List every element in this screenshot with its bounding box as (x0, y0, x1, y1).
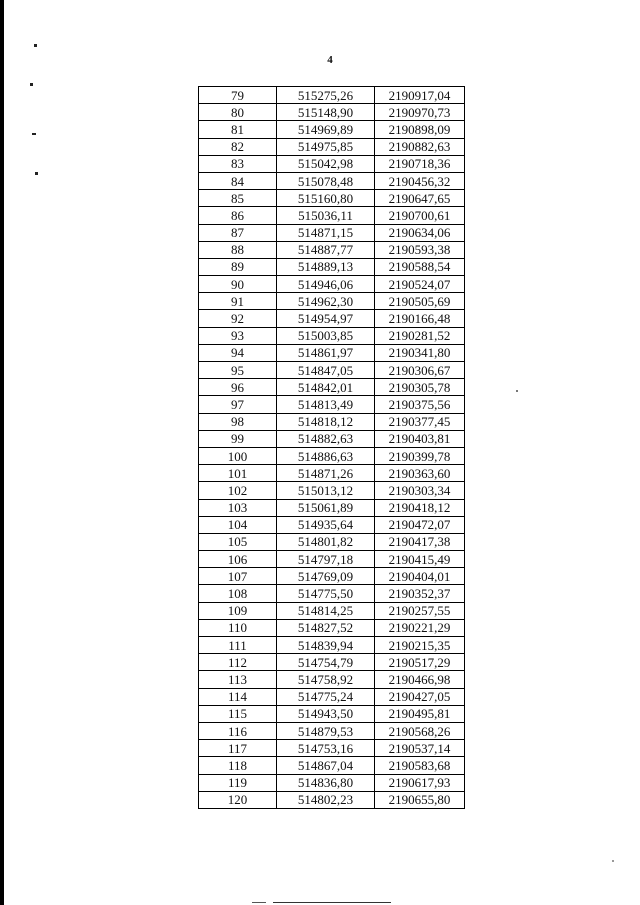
x-coordinate-cell: 514861,97 (277, 344, 375, 361)
x-coordinate-cell: 514871,15 (277, 224, 375, 241)
point-number-cell: 116 (199, 722, 277, 739)
footer-tick (252, 902, 266, 903)
x-coordinate-cell: 514879,53 (277, 722, 375, 739)
table-row (199, 276, 465, 293)
table-row (199, 705, 465, 722)
point-number-cell: 98 (199, 413, 277, 430)
x-coordinate-cell: 514975,85 (277, 138, 375, 155)
y-coordinate-cell: 2190215,35 (375, 637, 465, 654)
y-coordinate-cell: 2190363,60 (375, 465, 465, 482)
x-coordinate-cell: 515061,89 (277, 499, 375, 516)
scan-speck (34, 44, 37, 47)
coordinates-table (198, 86, 465, 809)
table-row (199, 447, 465, 464)
table-row (199, 465, 465, 482)
point-number-cell: 100 (199, 447, 277, 464)
point-number-cell: 82 (199, 138, 277, 155)
x-coordinate-cell: 514946,06 (277, 276, 375, 293)
table-row (199, 396, 465, 413)
point-number-cell: 103 (199, 499, 277, 516)
y-coordinate-cell: 2190537,14 (375, 740, 465, 757)
y-coordinate-cell: 2190588,54 (375, 258, 465, 275)
y-coordinate-cell: 2190352,37 (375, 585, 465, 602)
table-row (199, 774, 465, 791)
y-coordinate-cell: 2190281,52 (375, 327, 465, 344)
y-coordinate-cell: 2190617,93 (375, 774, 465, 791)
x-coordinate-cell: 514871,26 (277, 465, 375, 482)
y-coordinate-cell: 2190415,49 (375, 551, 465, 568)
point-number-cell: 83 (199, 155, 277, 172)
x-coordinate-cell: 515013,12 (277, 482, 375, 499)
point-number-cell: 85 (199, 190, 277, 207)
point-number-cell: 79 (199, 87, 277, 104)
x-coordinate-cell: 515275,26 (277, 87, 375, 104)
table-row (199, 671, 465, 688)
table-row (199, 551, 465, 568)
y-coordinate-cell: 2190305,78 (375, 379, 465, 396)
point-number-cell: 108 (199, 585, 277, 602)
y-coordinate-cell: 2190375,56 (375, 396, 465, 413)
y-coordinate-cell: 2190472,07 (375, 516, 465, 533)
y-coordinate-cell: 2190517,29 (375, 654, 465, 671)
point-number-cell: 119 (199, 774, 277, 791)
y-coordinate-cell: 2190568,26 (375, 722, 465, 739)
scan-speck (612, 860, 614, 862)
x-coordinate-cell: 514827,52 (277, 619, 375, 636)
x-coordinate-cell: 514882,63 (277, 430, 375, 447)
x-coordinate-cell: 514867,04 (277, 757, 375, 774)
table-row (199, 430, 465, 447)
point-number-cell: 104 (199, 516, 277, 533)
y-coordinate-cell: 2190634,06 (375, 224, 465, 241)
point-number-cell: 107 (199, 568, 277, 585)
y-coordinate-cell: 2190882,63 (375, 138, 465, 155)
y-coordinate-cell: 2190417,38 (375, 533, 465, 550)
point-number-cell: 81 (199, 121, 277, 138)
y-coordinate-cell: 2190583,68 (375, 757, 465, 774)
y-coordinate-cell: 2190898,09 (375, 121, 465, 138)
y-coordinate-cell: 2190403,81 (375, 430, 465, 447)
scan-speck (30, 83, 33, 86)
x-coordinate-cell: 514802,23 (277, 791, 375, 808)
x-coordinate-cell: 514818,12 (277, 413, 375, 430)
table-row (199, 293, 465, 310)
table-row (199, 568, 465, 585)
point-number-cell: 112 (199, 654, 277, 671)
point-number-cell: 118 (199, 757, 277, 774)
x-coordinate-cell: 515003,85 (277, 327, 375, 344)
table-row (199, 104, 465, 121)
point-number-cell: 117 (199, 740, 277, 757)
table-row (199, 413, 465, 430)
point-number-cell: 120 (199, 791, 277, 808)
point-number-cell: 87 (199, 224, 277, 241)
y-coordinate-cell: 2190970,73 (375, 104, 465, 121)
table-row (199, 155, 465, 172)
point-number-cell: 80 (199, 104, 277, 121)
y-coordinate-cell: 2190306,67 (375, 362, 465, 379)
footer-rule (273, 902, 391, 903)
point-number-cell: 86 (199, 207, 277, 224)
y-coordinate-cell: 2190377,45 (375, 413, 465, 430)
y-coordinate-cell: 2190418,12 (375, 499, 465, 516)
x-coordinate-cell: 514889,13 (277, 258, 375, 275)
x-coordinate-cell: 514801,82 (277, 533, 375, 550)
y-coordinate-cell: 2190303,34 (375, 482, 465, 499)
x-coordinate-cell: 514886,63 (277, 447, 375, 464)
table-row (199, 362, 465, 379)
x-coordinate-cell: 514758,92 (277, 671, 375, 688)
point-number-cell: 96 (199, 379, 277, 396)
table-row (199, 533, 465, 550)
y-coordinate-cell: 2190524,07 (375, 276, 465, 293)
point-number-cell: 105 (199, 533, 277, 550)
point-number-cell: 109 (199, 602, 277, 619)
x-coordinate-cell: 515042,98 (277, 155, 375, 172)
x-coordinate-cell: 514797,18 (277, 551, 375, 568)
x-coordinate-cell: 515160,80 (277, 190, 375, 207)
x-coordinate-cell: 514847,05 (277, 362, 375, 379)
point-number-cell: 90 (199, 276, 277, 293)
x-coordinate-cell: 514753,16 (277, 740, 375, 757)
y-coordinate-cell: 2190718,36 (375, 155, 465, 172)
scan-speck (516, 390, 518, 392)
point-number-cell: 114 (199, 688, 277, 705)
scan-speck (32, 133, 36, 135)
table-row (199, 722, 465, 739)
x-coordinate-cell: 514813,49 (277, 396, 375, 413)
scan-speck (35, 172, 38, 175)
point-number-cell: 94 (199, 344, 277, 361)
y-coordinate-cell: 2190341,80 (375, 344, 465, 361)
table-row (199, 379, 465, 396)
x-coordinate-cell: 514954,97 (277, 310, 375, 327)
x-coordinate-cell: 515078,48 (277, 172, 375, 189)
y-coordinate-cell: 2190647,65 (375, 190, 465, 207)
table-row (199, 499, 465, 516)
table-row (199, 172, 465, 189)
point-number-cell: 97 (199, 396, 277, 413)
point-number-cell: 110 (199, 619, 277, 636)
x-coordinate-cell: 514754,79 (277, 654, 375, 671)
point-number-cell: 88 (199, 241, 277, 258)
point-number-cell: 99 (199, 430, 277, 447)
table-row (199, 637, 465, 654)
point-number-cell: 113 (199, 671, 277, 688)
x-coordinate-cell: 514969,89 (277, 121, 375, 138)
page-number: 4 (327, 54, 333, 66)
table-row (199, 688, 465, 705)
table-row (199, 327, 465, 344)
point-number-cell: 91 (199, 293, 277, 310)
y-coordinate-cell: 2190456,32 (375, 172, 465, 189)
table-row (199, 241, 465, 258)
point-number-cell: 92 (199, 310, 277, 327)
point-number-cell: 115 (199, 705, 277, 722)
scan-left-edge (0, 0, 4, 905)
point-number-cell: 93 (199, 327, 277, 344)
table-row (199, 87, 465, 104)
x-coordinate-cell: 514775,50 (277, 585, 375, 602)
point-number-cell: 111 (199, 637, 277, 654)
x-coordinate-cell: 514887,77 (277, 241, 375, 258)
table-row (199, 585, 465, 602)
y-coordinate-cell: 2190404,01 (375, 568, 465, 585)
table-row (199, 516, 465, 533)
y-coordinate-cell: 2190399,78 (375, 447, 465, 464)
table-row (199, 207, 465, 224)
table-row (199, 740, 465, 757)
table-row (199, 258, 465, 275)
y-coordinate-cell: 2190700,61 (375, 207, 465, 224)
table-row (199, 310, 465, 327)
table-row (199, 138, 465, 155)
y-coordinate-cell: 2190166,48 (375, 310, 465, 327)
table-row (199, 190, 465, 207)
table-row (199, 344, 465, 361)
x-coordinate-cell: 514935,64 (277, 516, 375, 533)
x-coordinate-cell: 514814,25 (277, 602, 375, 619)
point-number-cell: 102 (199, 482, 277, 499)
table-row (199, 791, 465, 808)
x-coordinate-cell: 514769,09 (277, 568, 375, 585)
point-number-cell: 84 (199, 172, 277, 189)
y-coordinate-cell: 2190466,98 (375, 671, 465, 688)
y-coordinate-cell: 2190917,04 (375, 87, 465, 104)
point-number-cell: 89 (199, 258, 277, 275)
x-coordinate-cell: 514836,80 (277, 774, 375, 791)
table-row (199, 121, 465, 138)
x-coordinate-cell: 514775,24 (277, 688, 375, 705)
y-coordinate-cell: 2190427,05 (375, 688, 465, 705)
y-coordinate-cell: 2190221,29 (375, 619, 465, 636)
x-coordinate-cell: 514842,01 (277, 379, 375, 396)
x-coordinate-cell: 514962,30 (277, 293, 375, 310)
y-coordinate-cell: 2190257,55 (375, 602, 465, 619)
point-number-cell: 106 (199, 551, 277, 568)
table-row (199, 619, 465, 636)
x-coordinate-cell: 514943,50 (277, 705, 375, 722)
coordinates-table-body (199, 87, 465, 809)
y-coordinate-cell: 2190593,38 (375, 241, 465, 258)
y-coordinate-cell: 2190495,81 (375, 705, 465, 722)
y-coordinate-cell: 2190655,80 (375, 791, 465, 808)
y-coordinate-cell: 2190505,69 (375, 293, 465, 310)
point-number-cell: 101 (199, 465, 277, 482)
table-row (199, 224, 465, 241)
x-coordinate-cell: 515036,11 (277, 207, 375, 224)
x-coordinate-cell: 515148,90 (277, 104, 375, 121)
table-row (199, 654, 465, 671)
table-row (199, 757, 465, 774)
table-row (199, 482, 465, 499)
point-number-cell: 95 (199, 362, 277, 379)
x-coordinate-cell: 514839,94 (277, 637, 375, 654)
table-row (199, 602, 465, 619)
